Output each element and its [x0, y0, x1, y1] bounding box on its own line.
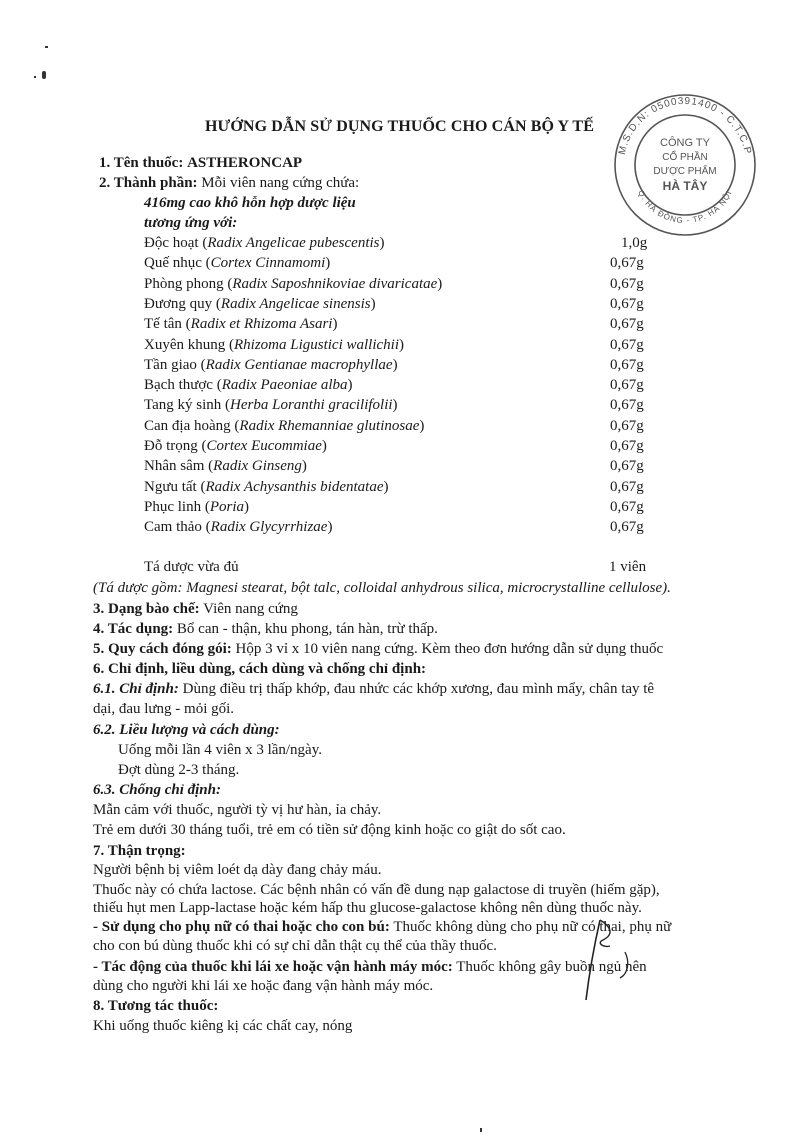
- ingredient-common-name: Cam thảo: [144, 519, 202, 535]
- ingredient-name: Xuyên khung (Rhizoma Ligustici wallichii): [144, 337, 405, 353]
- scan-mark-2: [42, 71, 46, 79]
- s7-line3: thiếu hụt men Lapp-lactase hoặc kém hấp thu glucose-galactose không nên dùng thuốc này.: [93, 900, 642, 916]
- ingredient-amount: 0,67g: [610, 276, 644, 292]
- ingredient-latin-name: Cortex Cinnamomi: [210, 255, 326, 271]
- s2-extract-line1: 416mg cao khô hỗn hợp dược liệu: [144, 195, 356, 211]
- ingredient-latin-name: Herba Loranthi gracilifolii: [230, 397, 393, 413]
- s62-line2: Đợt dùng 2-3 tháng.: [118, 762, 240, 778]
- s61-line1: Dùng điều trị thấp khớp, đau nhức các khớp xương, đau mình mẩy, chân tay tê: [182, 681, 655, 697]
- excipient-note: (Tá dược gồm: Magnesi stearat, bột talc, colloidal anhydrous silica, microcrystalline cellulose).: [93, 580, 671, 596]
- ingredient-amount: 0,67g: [610, 519, 644, 535]
- ingredient-name: Tang ký sinh (Herba Loranthi gracilifolii): [144, 397, 398, 413]
- signature-mark: [570, 912, 660, 1012]
- ingredient-name: Đỗ trọng (Cortex Eucommiae): [144, 438, 327, 454]
- ingredient-name: Nhân sâm (Radix Ginseng): [144, 458, 307, 474]
- ingredient-amount: 0,67g: [610, 418, 644, 434]
- ingredient-common-name: Đương quy: [144, 296, 213, 312]
- ingredient-common-name: Xuyên khung: [144, 337, 226, 353]
- s1-value: ASTHERONCAP: [187, 155, 303, 171]
- ingredient-common-name: Tế tân: [144, 316, 182, 332]
- s2-value: Mỗi viên nang cứng chứa:: [201, 175, 360, 191]
- ingredient-amount: 0,67g: [610, 296, 644, 312]
- ingredient-latin-name: Radix Achysanthis bidentatae: [205, 479, 384, 495]
- ingredient-amount: 0,67g: [610, 255, 644, 271]
- s4-label: 4. Tác dụng:: [93, 621, 174, 637]
- s5-label: 5. Quy cách đóng gói:: [93, 641, 232, 657]
- section-5: [93, 640, 663, 658]
- svg-text:Q. HÀ ĐÔNG - TP. HÀ NỘI: [636, 189, 734, 225]
- ingredient-latin-name: Radix et Rhizoma Asari: [190, 316, 333, 332]
- ingredient-latin-name: Radix Paeoniae alba: [221, 377, 348, 393]
- s63-line2: Trẻ em dưới 30 tháng tuổi, trẻ em có tiền sử động kinh hoặc co giật do sốt cao.: [93, 822, 566, 838]
- ingredient-name: Tế tân (Radix et Rhizoma Asari): [144, 316, 338, 332]
- ingredient-common-name: Can địa hoàng: [144, 418, 231, 434]
- stamp-line3: DƯỢC PHẨM: [653, 166, 717, 177]
- s6-1: [93, 680, 654, 698]
- ingredient-amount: 1,0g: [621, 235, 648, 251]
- ingredient-name: Quế nhục (Cortex Cinnamomi): [144, 255, 331, 271]
- ingredient-common-name: Quế nhục: [144, 255, 202, 271]
- company-stamp: [610, 90, 760, 240]
- excipient-amount: 1 viên: [609, 559, 647, 575]
- ingredient-name: Phòng phong (Radix Saposhnikoviae divaricatae): [144, 276, 443, 292]
- ingredient-common-name: Tần giao: [144, 357, 197, 373]
- s6-heading: 6. Chỉ định, liều dùng, cách dùng và chống chỉ định:: [93, 661, 427, 677]
- s7-heading: 7. Thận trọng:: [93, 843, 186, 859]
- s7-line1: Người bệnh bị viêm loét dạ dày đang chảy máu.: [93, 862, 382, 878]
- ingredient-common-name: Phục linh: [144, 499, 202, 515]
- ingredient-common-name: Tang ký sinh: [144, 397, 222, 413]
- ingredient-latin-name: Radix Ginseng: [213, 458, 302, 474]
- s62-line1: Uống mỗi lần 4 viên x 3 lần/ngày.: [118, 742, 322, 758]
- s63-label: 6.3. Chống chỉ định:: [93, 782, 221, 798]
- ingredient-latin-name: Cortex Eucommiae: [206, 438, 322, 454]
- ingredient-name: Bạch thược (Radix Paeoniae alba): [144, 377, 353, 393]
- s7-line2: Thuốc này có chứa lactose. Các bệnh nhân có vấn đề dung nạp galactose di truyền (hiếm gặp),: [93, 882, 660, 898]
- s7-drive-label: - Tác động của thuốc khi lái xe hoặc vận hành máy móc:: [93, 959, 453, 975]
- section-3: [93, 600, 298, 618]
- ingredient-common-name: Đỗ trọng: [144, 438, 198, 454]
- scan-mark-1: [45, 46, 48, 48]
- s62-label: 6.2. Liều lượng và cách dùng:: [93, 722, 280, 738]
- section-2: [99, 174, 359, 192]
- stamp-ring-text: M.S.D.N: 0500391400 - C.T.C.P: [616, 95, 754, 156]
- ingredient-latin-name: Radix Angelicae sinensis: [220, 296, 371, 312]
- ingredient-amount: 0,67g: [610, 479, 644, 495]
- page-title: HƯỚNG DẪN SỬ DỤNG THUỐC CHO CÁN BỘ Y TẾ: [205, 118, 594, 135]
- ingredient-common-name: Phòng phong: [144, 276, 224, 292]
- s63-line1: Mẫn cảm với thuốc, người tỳ vị hư hàn, ỉa chảy.: [93, 802, 382, 818]
- s3-label: 3. Dạng bào chế:: [93, 601, 200, 617]
- s7-drive-line2: dùng cho người khi lái xe hoặc đang vận hành máy móc.: [93, 978, 434, 994]
- scan-mark-3: [34, 76, 36, 78]
- ingredient-amount: 0,67g: [610, 499, 644, 515]
- ingredient-latin-name: Radix Angelicae pubescentis: [207, 235, 380, 251]
- s5-value: Hộp 3 vỉ x 10 viên nang cứng. Kèm theo đơn hướng dẫn sử dụng thuốc: [235, 641, 664, 657]
- ingredient-latin-name: Rhizoma Ligustici wallichii: [234, 337, 400, 353]
- s61-label: 6.1. Chỉ định:: [93, 681, 179, 697]
- ingredient-latin-name: Radix Glycyrrhizae: [210, 519, 328, 535]
- stamp-line4: HÀ TÂY: [662, 179, 708, 193]
- s3-value: Viên nang cứng: [203, 601, 298, 617]
- s8-heading: 8. Tương tác thuốc:: [93, 998, 219, 1014]
- ingredient-amount: 0,67g: [610, 438, 644, 454]
- ingredient-amount: 0,67g: [610, 337, 644, 353]
- scan-mark-4: [480, 1128, 482, 1132]
- excipient-name: Tá dược vừa đủ: [144, 559, 239, 575]
- ingredient-name: Phục linh (Poria): [144, 499, 250, 515]
- ingredient-amount: 0,67g: [610, 397, 644, 413]
- s2-extract-line2: tương ứng với:: [144, 215, 238, 231]
- ingredient-common-name: Ngưu tất: [144, 479, 197, 495]
- s8-line1: Khi uống thuốc kiêng kị các chất cay, nóng: [93, 1018, 353, 1034]
- ingredient-name: Can địa hoàng (Radix Rhemanniae glutinosae): [144, 418, 425, 434]
- stamp-line1: CÔNG TY: [660, 137, 710, 149]
- ingredient-name: Ngưu tất (Radix Achysanthis bidentatae): [144, 479, 389, 495]
- section-1: [99, 154, 302, 172]
- s7-preg-label: - Sử dụng cho phụ nữ có thai hoặc cho con bú:: [93, 919, 390, 935]
- ingredient-name: Tần giao (Radix Gentianae macrophyllae): [144, 357, 398, 373]
- s7-preg-line2: cho con bú dùng thuốc khi có sự chỉ dẫn thật cụ thể của thầy thuốc.: [93, 938, 497, 954]
- s7-preg-line1: Thuốc không dùng cho phụ nữ có thai, phụ nữ: [393, 919, 672, 935]
- ingredient-name: Cam thảo (Radix Glycyrrhizae): [144, 519, 333, 535]
- ingredient-amount: 0,67g: [610, 377, 644, 393]
- ingredient-common-name: Nhân sâm: [144, 458, 205, 474]
- ingredient-latin-name: Radix Saposhnikoviae divaricatae: [232, 276, 438, 292]
- s7-driving: [93, 958, 647, 976]
- s4-value: Bổ can - thận, khu phong, tán hàn, trừ thấp.: [176, 621, 438, 637]
- s1-label: 1. Tên thuốc:: [99, 155, 184, 171]
- ingredient-common-name: Bạch thược: [144, 377, 213, 393]
- ingredient-latin-name: Radix Gentianae macrophyllae: [205, 357, 393, 373]
- s2-label: 2. Thành phần:: [99, 175, 198, 191]
- ingredient-amount: 0,67g: [610, 316, 644, 332]
- ingredient-amount: 0,67g: [610, 357, 644, 373]
- s61-line2: dại, đau lưng - mỏi gối.: [93, 701, 235, 717]
- stamp-bottom-text: Q. HÀ ĐÔNG - TP. HÀ NỘI: [636, 188, 734, 226]
- ingredient-common-name: Độc hoạt: [144, 235, 199, 251]
- stamp-line2: CỔ PHẦN: [662, 152, 708, 163]
- s7-drive-line1: Thuốc không gây buồn ngủ nên: [456, 959, 647, 975]
- ingredient-name: Độc hoạt (Radix Angelicae pubescentis): [144, 235, 385, 251]
- section-4: [93, 620, 438, 638]
- ingredient-amount: 0,67g: [610, 458, 644, 474]
- ingredient-latin-name: Poria: [209, 499, 245, 515]
- ingredient-name: Đương quy (Radix Angelicae sinensis): [144, 296, 376, 312]
- ingredient-latin-name: Radix Rhemanniae glutinosae: [239, 418, 420, 434]
